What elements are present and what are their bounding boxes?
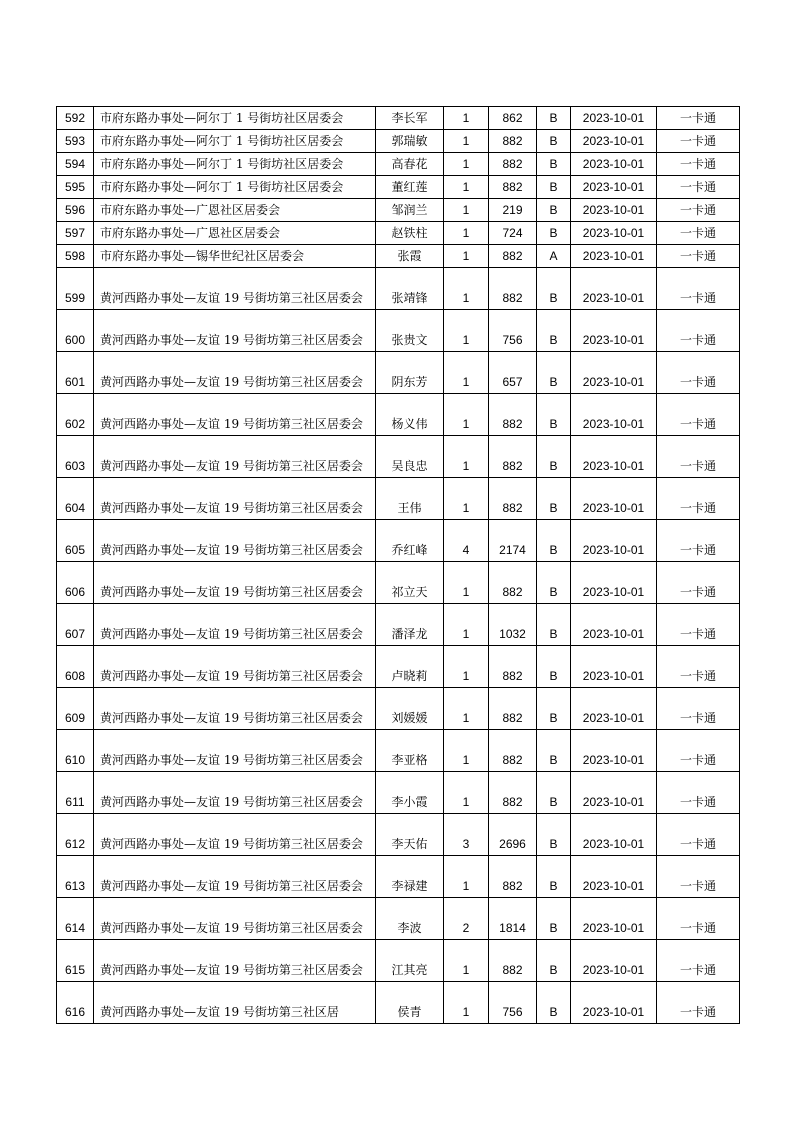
grade-cell: B [537, 130, 571, 153]
grade-cell: B [537, 478, 571, 520]
community-name-cell: 市府东路办事处—广恩社区居委会 [94, 222, 376, 245]
grade-cell: B [537, 107, 571, 130]
date-cell: 2023-10-01 [571, 856, 657, 898]
table-row [57, 730, 740, 772]
row-number-cell: 610 [57, 730, 94, 772]
person-name-cell: 李禄建 [376, 856, 444, 898]
table-row [57, 352, 740, 394]
row-number-cell: 593 [57, 130, 94, 153]
payment-method-cell: 一卡通 [657, 352, 740, 394]
payment-method-cell: 一卡通 [657, 940, 740, 982]
date-cell: 2023-10-01 [571, 436, 657, 478]
person-name-cell: 李天佑 [376, 814, 444, 856]
row-number-cell: 616 [57, 982, 94, 1024]
person-name-cell: 张霞 [376, 245, 444, 268]
table-row [57, 199, 740, 222]
table-row [57, 153, 740, 176]
amount-cell: 862 [489, 107, 537, 130]
table-row [57, 940, 740, 982]
date-cell: 2023-10-01 [571, 562, 657, 604]
person-name-cell: 赵铁柱 [376, 222, 444, 245]
household-count-cell: 1 [444, 604, 489, 646]
date-cell: 2023-10-01 [571, 730, 657, 772]
person-name-cell: 祁立天 [376, 562, 444, 604]
household-count-cell: 1 [444, 436, 489, 478]
person-name-cell: 董红莲 [376, 176, 444, 199]
grade-cell: B [537, 222, 571, 245]
person-name-cell: 张靖锋 [376, 268, 444, 310]
date-cell: 2023-10-01 [571, 153, 657, 176]
person-name-cell: 江其亮 [376, 940, 444, 982]
grade-cell: B [537, 310, 571, 352]
payment-method-cell: 一卡通 [657, 268, 740, 310]
payment-method-cell: 一卡通 [657, 176, 740, 199]
date-cell: 2023-10-01 [571, 940, 657, 982]
household-count-cell: 1 [444, 107, 489, 130]
payment-method-cell: 一卡通 [657, 222, 740, 245]
table-row [57, 268, 740, 310]
table-row [57, 898, 740, 940]
person-name-cell: 乔红峰 [376, 520, 444, 562]
payment-method-cell: 一卡通 [657, 478, 740, 520]
community-name-cell: 黄河西路办事处—友谊 19 号街坊第三社区居 [94, 982, 376, 1024]
amount-cell: 724 [489, 222, 537, 245]
date-cell: 2023-10-01 [571, 130, 657, 153]
person-name-cell: 杨义伟 [376, 394, 444, 436]
row-number-cell: 614 [57, 898, 94, 940]
amount-cell: 882 [489, 772, 537, 814]
payment-method-cell: 一卡通 [657, 130, 740, 153]
row-number-cell: 609 [57, 688, 94, 730]
payment-method-cell: 一卡通 [657, 772, 740, 814]
payment-method-cell: 一卡通 [657, 814, 740, 856]
grade-cell: B [537, 352, 571, 394]
date-cell: 2023-10-01 [571, 245, 657, 268]
row-number-cell: 599 [57, 268, 94, 310]
household-count-cell: 1 [444, 688, 489, 730]
table-row [57, 772, 740, 814]
household-count-cell: 1 [444, 562, 489, 604]
allowance-table [56, 106, 740, 1024]
community-name-cell: 黄河西路办事处—友谊 19 号街坊第三社区居委会 [94, 562, 376, 604]
person-name-cell: 卢晓莉 [376, 646, 444, 688]
grade-cell: B [537, 982, 571, 1024]
date-cell: 2023-10-01 [571, 772, 657, 814]
row-number-cell: 600 [57, 310, 94, 352]
date-cell: 2023-10-01 [571, 394, 657, 436]
row-number-cell: 602 [57, 394, 94, 436]
grade-cell: B [537, 268, 571, 310]
community-name-cell: 黄河西路办事处—友谊 19 号街坊第三社区居委会 [94, 814, 376, 856]
row-number-cell: 605 [57, 520, 94, 562]
row-number-cell: 611 [57, 772, 94, 814]
community-name-cell: 黄河西路办事处—友谊 19 号街坊第三社区居委会 [94, 520, 376, 562]
person-name-cell: 邹润兰 [376, 199, 444, 222]
amount-cell: 2696 [489, 814, 537, 856]
payment-method-cell: 一卡通 [657, 199, 740, 222]
community-name-cell: 黄河西路办事处—友谊 19 号街坊第三社区居委会 [94, 604, 376, 646]
amount-cell: 882 [489, 562, 537, 604]
table-body [57, 107, 740, 1024]
date-cell: 2023-10-01 [571, 352, 657, 394]
date-cell: 2023-10-01 [571, 310, 657, 352]
payment-method-cell: 一卡通 [657, 730, 740, 772]
payment-method-cell: 一卡通 [657, 394, 740, 436]
grade-cell: B [537, 730, 571, 772]
grade-cell: B [537, 940, 571, 982]
household-count-cell: 1 [444, 268, 489, 310]
table-row [57, 130, 740, 153]
community-name-cell: 市府东路办事处—广恩社区居委会 [94, 199, 376, 222]
grade-cell: B [537, 814, 571, 856]
date-cell: 2023-10-01 [571, 107, 657, 130]
payment-method-cell: 一卡通 [657, 107, 740, 130]
amount-cell: 882 [489, 436, 537, 478]
person-name-cell: 郭瑞敏 [376, 130, 444, 153]
community-name-cell: 黄河西路办事处—友谊 19 号街坊第三社区居委会 [94, 856, 376, 898]
community-name-cell: 市府东路办事处—阿尔丁 1 号街坊社区居委会 [94, 107, 376, 130]
payment-method-cell: 一卡通 [657, 898, 740, 940]
household-count-cell: 1 [444, 199, 489, 222]
community-name-cell: 黄河西路办事处—友谊 19 号街坊第三社区居委会 [94, 688, 376, 730]
table-row [57, 176, 740, 199]
community-name-cell: 黄河西路办事处—友谊 19 号街坊第三社区居委会 [94, 940, 376, 982]
grade-cell: A [537, 245, 571, 268]
community-name-cell: 黄河西路办事处—友谊 19 号街坊第三社区居委会 [94, 898, 376, 940]
table-row [57, 520, 740, 562]
grade-cell: B [537, 436, 571, 478]
date-cell: 2023-10-01 [571, 982, 657, 1024]
table-row [57, 310, 740, 352]
community-name-cell: 黄河西路办事处—友谊 19 号街坊第三社区居委会 [94, 772, 376, 814]
row-number-cell: 595 [57, 176, 94, 199]
table-row [57, 688, 740, 730]
grade-cell: B [537, 562, 571, 604]
grade-cell: B [537, 856, 571, 898]
household-count-cell: 1 [444, 982, 489, 1024]
row-number-cell: 601 [57, 352, 94, 394]
amount-cell: 882 [489, 245, 537, 268]
person-name-cell: 刘媛媛 [376, 688, 444, 730]
amount-cell: 1032 [489, 604, 537, 646]
person-name-cell: 吴良忠 [376, 436, 444, 478]
payment-method-cell: 一卡通 [657, 310, 740, 352]
amount-cell: 882 [489, 176, 537, 199]
date-cell: 2023-10-01 [571, 646, 657, 688]
table-row [57, 562, 740, 604]
person-name-cell: 潘泽龙 [376, 604, 444, 646]
person-name-cell: 李波 [376, 898, 444, 940]
row-number-cell: 612 [57, 814, 94, 856]
community-name-cell: 市府东路办事处—阿尔丁 1 号街坊社区居委会 [94, 130, 376, 153]
table-row [57, 478, 740, 520]
person-name-cell: 高春花 [376, 153, 444, 176]
payment-method-cell: 一卡通 [657, 520, 740, 562]
person-name-cell: 张贵文 [376, 310, 444, 352]
row-number-cell: 604 [57, 478, 94, 520]
date-cell: 2023-10-01 [571, 478, 657, 520]
household-count-cell: 1 [444, 153, 489, 176]
payment-method-cell: 一卡通 [657, 153, 740, 176]
community-name-cell: 黄河西路办事处—友谊 19 号街坊第三社区居委会 [94, 352, 376, 394]
amount-cell: 219 [489, 199, 537, 222]
person-name-cell: 王伟 [376, 478, 444, 520]
table-row [57, 394, 740, 436]
table-row [57, 604, 740, 646]
household-count-cell: 1 [444, 245, 489, 268]
community-name-cell: 黄河西路办事处—友谊 19 号街坊第三社区居委会 [94, 730, 376, 772]
amount-cell: 882 [489, 268, 537, 310]
row-number-cell: 608 [57, 646, 94, 688]
payment-method-cell: 一卡通 [657, 856, 740, 898]
amount-cell: 882 [489, 130, 537, 153]
row-number-cell: 598 [57, 245, 94, 268]
amount-cell: 882 [489, 940, 537, 982]
household-count-cell: 1 [444, 222, 489, 245]
table-row [57, 646, 740, 688]
table-row [57, 814, 740, 856]
amount-cell: 882 [489, 153, 537, 176]
community-name-cell: 黄河西路办事处—友谊 19 号街坊第三社区居委会 [94, 646, 376, 688]
table-row [57, 222, 740, 245]
date-cell: 2023-10-01 [571, 898, 657, 940]
grade-cell: B [537, 153, 571, 176]
table-row [57, 107, 740, 130]
date-cell: 2023-10-01 [571, 520, 657, 562]
payment-method-cell: 一卡通 [657, 562, 740, 604]
community-name-cell: 市府东路办事处—阿尔丁 1 号街坊社区居委会 [94, 176, 376, 199]
household-count-cell: 1 [444, 856, 489, 898]
date-cell: 2023-10-01 [571, 176, 657, 199]
amount-cell: 882 [489, 856, 537, 898]
person-name-cell: 李亚格 [376, 730, 444, 772]
table-row [57, 982, 740, 1024]
date-cell: 2023-10-01 [571, 688, 657, 730]
household-count-cell: 1 [444, 176, 489, 199]
payment-method-cell: 一卡通 [657, 436, 740, 478]
community-name-cell: 黄河西路办事处—友谊 19 号街坊第三社区居委会 [94, 436, 376, 478]
grade-cell: B [537, 604, 571, 646]
person-name-cell: 阴东芳 [376, 352, 444, 394]
date-cell: 2023-10-01 [571, 268, 657, 310]
household-count-cell: 1 [444, 352, 489, 394]
table-row [57, 856, 740, 898]
grade-cell: B [537, 394, 571, 436]
household-count-cell: 1 [444, 394, 489, 436]
table-row [57, 245, 740, 268]
household-count-cell: 4 [444, 520, 489, 562]
community-name-cell: 黄河西路办事处—友谊 19 号街坊第三社区居委会 [94, 268, 376, 310]
community-name-cell: 黄河西路办事处—友谊 19 号街坊第三社区居委会 [94, 478, 376, 520]
community-name-cell: 黄河西路办事处—友谊 19 号街坊第三社区居委会 [94, 394, 376, 436]
person-name-cell: 李长军 [376, 107, 444, 130]
row-number-cell: 613 [57, 856, 94, 898]
amount-cell: 882 [489, 646, 537, 688]
household-count-cell: 1 [444, 772, 489, 814]
grade-cell: B [537, 898, 571, 940]
amount-cell: 882 [489, 478, 537, 520]
row-number-cell: 592 [57, 107, 94, 130]
table-row [57, 436, 740, 478]
grade-cell: B [537, 176, 571, 199]
row-number-cell: 597 [57, 222, 94, 245]
payment-method-cell: 一卡通 [657, 245, 740, 268]
household-count-cell: 1 [444, 646, 489, 688]
household-count-cell: 2 [444, 898, 489, 940]
grade-cell: B [537, 646, 571, 688]
amount-cell: 756 [489, 310, 537, 352]
row-number-cell: 615 [57, 940, 94, 982]
household-count-cell: 1 [444, 310, 489, 352]
grade-cell: B [537, 688, 571, 730]
person-name-cell: 侯青 [376, 982, 444, 1024]
amount-cell: 1814 [489, 898, 537, 940]
row-number-cell: 603 [57, 436, 94, 478]
amount-cell: 2174 [489, 520, 537, 562]
date-cell: 2023-10-01 [571, 814, 657, 856]
amount-cell: 882 [489, 688, 537, 730]
grade-cell: B [537, 199, 571, 222]
payment-method-cell: 一卡通 [657, 646, 740, 688]
person-name-cell: 李小霞 [376, 772, 444, 814]
community-name-cell: 市府东路办事处—锡华世纪社区居委会 [94, 245, 376, 268]
date-cell: 2023-10-01 [571, 222, 657, 245]
community-name-cell: 市府东路办事处—阿尔丁 1 号街坊社区居委会 [94, 153, 376, 176]
payment-method-cell: 一卡通 [657, 688, 740, 730]
amount-cell: 882 [489, 730, 537, 772]
payment-method-cell: 一卡通 [657, 604, 740, 646]
row-number-cell: 596 [57, 199, 94, 222]
row-number-cell: 607 [57, 604, 94, 646]
amount-cell: 882 [489, 394, 537, 436]
grade-cell: B [537, 520, 571, 562]
household-count-cell: 1 [444, 478, 489, 520]
date-cell: 2023-10-01 [571, 199, 657, 222]
community-name-cell: 黄河西路办事处—友谊 19 号街坊第三社区居委会 [94, 310, 376, 352]
grade-cell: B [537, 772, 571, 814]
amount-cell: 657 [489, 352, 537, 394]
household-count-cell: 1 [444, 730, 489, 772]
row-number-cell: 594 [57, 153, 94, 176]
household-count-cell: 1 [444, 940, 489, 982]
amount-cell: 756 [489, 982, 537, 1024]
date-cell: 2023-10-01 [571, 604, 657, 646]
row-number-cell: 606 [57, 562, 94, 604]
payment-method-cell: 一卡通 [657, 982, 740, 1024]
household-count-cell: 1 [444, 130, 489, 153]
household-count-cell: 3 [444, 814, 489, 856]
